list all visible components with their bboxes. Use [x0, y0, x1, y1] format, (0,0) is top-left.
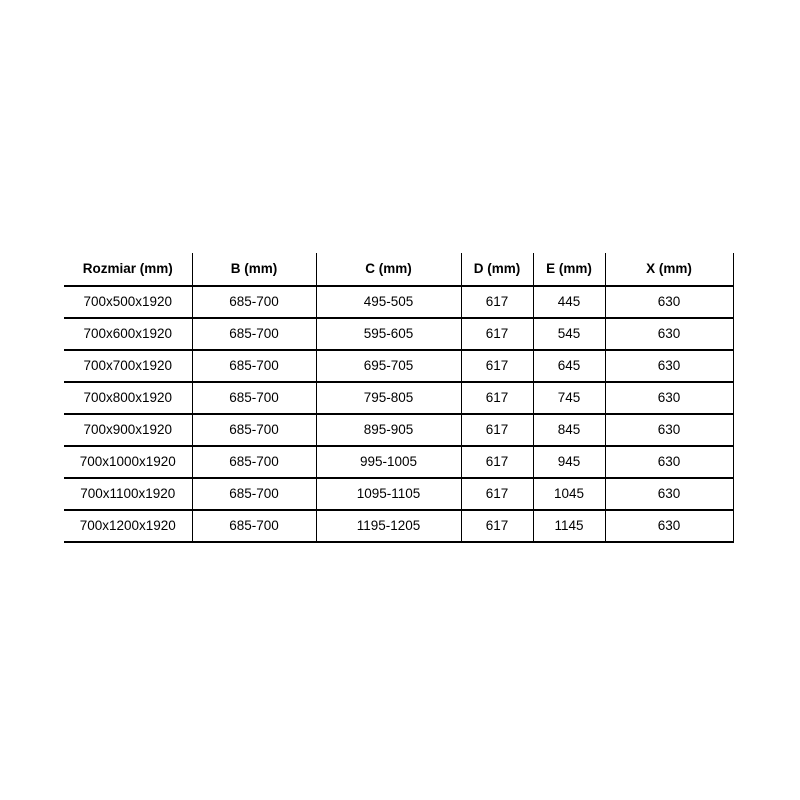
table-cell: 685-700 [192, 446, 316, 478]
table-row [64, 350, 733, 382]
table-row [64, 446, 733, 478]
table-cell: 700x600x1920 [64, 318, 192, 350]
table-cell: 700x900x1920 [64, 414, 192, 446]
table-cell: 617 [461, 382, 533, 414]
table-cell: 685-700 [192, 350, 316, 382]
table-cell: 895-905 [316, 414, 461, 446]
table-cell: 700x800x1920 [64, 382, 192, 414]
table-cell: 1145 [533, 510, 605, 542]
table-cell: 630 [605, 350, 733, 382]
header-cell-c: C (mm) [316, 253, 461, 286]
table-cell: 700x1100x1920 [64, 478, 192, 510]
table-cell: 630 [605, 478, 733, 510]
table-cell: 685-700 [192, 318, 316, 350]
table-cell: 630 [605, 286, 733, 318]
table-cell: 685-700 [192, 414, 316, 446]
header-cell-x: X (mm) [605, 253, 733, 286]
table-row [64, 478, 733, 510]
header-cell-b: B (mm) [192, 253, 316, 286]
table-row [64, 382, 733, 414]
header-row [64, 253, 733, 286]
header-cell-rozmiar: Rozmiar (mm) [64, 253, 192, 286]
table-cell: 617 [461, 318, 533, 350]
table-cell: 700x500x1920 [64, 286, 192, 318]
table-cell: 617 [461, 350, 533, 382]
table-cell: 700x700x1920 [64, 350, 192, 382]
table-cell: 700x1200x1920 [64, 510, 192, 542]
table-cell: 645 [533, 350, 605, 382]
table-cell: 595-605 [316, 318, 461, 350]
header-cell-d: D (mm) [461, 253, 533, 286]
table-cell: 630 [605, 510, 733, 542]
table-row [64, 286, 733, 318]
table-cell: 945 [533, 446, 605, 478]
table-cell: 795-805 [316, 382, 461, 414]
table-cell: 617 [461, 478, 533, 510]
table-cell: 685-700 [192, 510, 316, 542]
spec-table-container [64, 253, 734, 543]
table-row [64, 414, 733, 446]
table-cell: 617 [461, 414, 533, 446]
table-cell: 630 [605, 414, 733, 446]
table-cell: 617 [461, 510, 533, 542]
header-cell-e: E (mm) [533, 253, 605, 286]
table-cell: 745 [533, 382, 605, 414]
table-cell: 995-1005 [316, 446, 461, 478]
table-cell: 630 [605, 382, 733, 414]
table-cell: 700x1000x1920 [64, 446, 192, 478]
table-cell: 545 [533, 318, 605, 350]
table-cell: 1095-1105 [316, 478, 461, 510]
table-cell: 1045 [533, 478, 605, 510]
table-cell: 630 [605, 318, 733, 350]
table-cell: 617 [461, 446, 533, 478]
table-cell: 1195-1205 [316, 510, 461, 542]
table-row [64, 318, 733, 350]
table-cell: 845 [533, 414, 605, 446]
table-cell: 685-700 [192, 478, 316, 510]
table-cell: 685-700 [192, 382, 316, 414]
table-cell: 685-700 [192, 286, 316, 318]
table-cell: 617 [461, 286, 533, 318]
table-row [64, 510, 733, 542]
table-cell: 445 [533, 286, 605, 318]
table-cell: 695-705 [316, 350, 461, 382]
table-cell: 495-505 [316, 286, 461, 318]
dimensions-table [64, 253, 734, 543]
table-cell: 630 [605, 446, 733, 478]
